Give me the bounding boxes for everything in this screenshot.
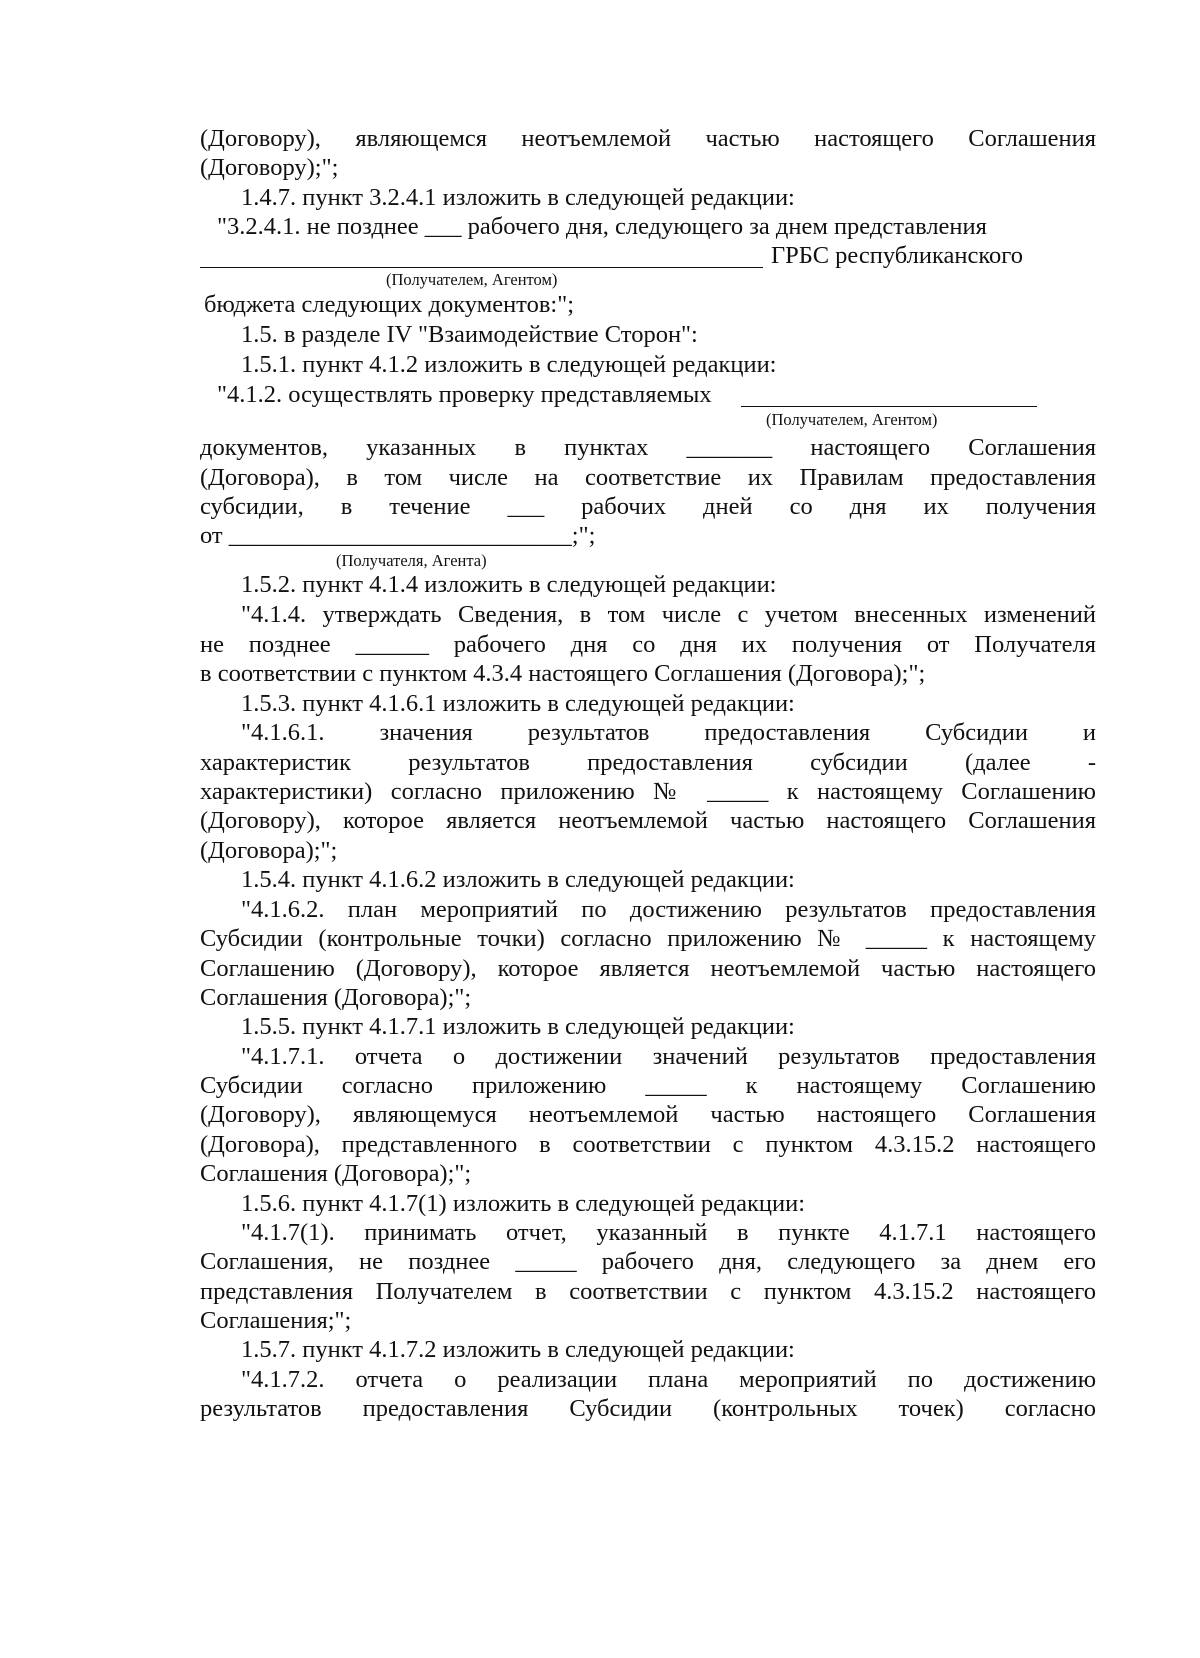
text-line: характеристики) согласно приложению № _____ к настоящему Соглашению: [200, 778, 1096, 805]
text-line: 1.4.7. пункт 3.2.4.1 изложить в следующей редакции:: [241, 184, 795, 211]
text-line: Соглашению (Договору), которое является неотъемлемой частью настоящего: [200, 955, 1096, 982]
text-line: Субсидии согласно приложению _____ к настоящему Соглашению: [200, 1072, 1096, 1099]
text-line: "4.1.7(1). принимать отчет, указанный в пункте 4.1.7.1 настоящего: [241, 1219, 1096, 1246]
text-line: 1.5.6. пункт 4.1.7(1) изложить в следующей редакции:: [241, 1190, 806, 1217]
text-line: Соглашения;";: [200, 1307, 352, 1334]
fill-in-line: [200, 267, 763, 268]
text-line: (Договора), представленного в соответствии с пунктом 4.3.15.2 настоящего: [200, 1131, 1096, 1158]
text-line: 1.5.2. пункт 4.1.4 изложить в следующей редакции:: [241, 571, 777, 598]
text-line: субсидии, в течение ___ рабочих дней со дня их получения: [200, 493, 1096, 520]
fill-in-line: [741, 406, 1037, 407]
text-line: 1.5.3. пункт 4.1.6.1 изложить в следующей редакции:: [241, 690, 795, 717]
text-line: 1.5. в разделе IV "Взаимодействие Сторон":: [241, 321, 698, 348]
text-line: (Договору), которое является неотъемлемой частью настоящего Соглашения: [200, 807, 1096, 834]
text-line: (Договора);";: [200, 837, 338, 864]
text-line: "4.1.7.1. отчета о достижении значений результатов предоставления: [241, 1043, 1096, 1070]
text-line: (Договору), являющемся неотъемлемой частью настоящего Соглашения: [200, 125, 1096, 152]
text-line: "4.1.4. утверждать Сведения, в том числе с учетом внесенных изменений: [241, 601, 1096, 628]
text-line: документов, указанных в пунктах _______ настоящего Соглашения: [200, 434, 1096, 461]
text-line: ГРБС республиканского: [771, 242, 1023, 269]
text-line: в соответствии с пунктом 4.3.4 настоящего Соглашения (Договора);";: [200, 660, 926, 687]
text-line: не позднее ______ рабочего дня со дня их получения от Получателя: [200, 631, 1096, 658]
text-line: от ____________________________;";: [200, 522, 596, 549]
field-caption: (Получателя, Агента): [336, 551, 487, 570]
text-line: результатов предоставления Субсидии (контрольных точек) согласно: [200, 1395, 1096, 1422]
text-line: 1.5.1. пункт 4.1.2 изложить в следующей редакции:: [241, 351, 777, 378]
text-line: "4.1.6.1. значения результатов предоставления Субсидии и: [241, 719, 1096, 746]
text-line: Субсидии (контрольные точки) согласно приложению № _____ к настоящему: [200, 925, 1096, 952]
field-caption: (Получателем, Агентом): [386, 270, 558, 289]
text-line: характеристик результатов предоставления субсидии (далее -: [200, 749, 1096, 776]
text-line: представления Получателем в соответствии с пунктом 4.3.15.2 настоящего: [200, 1278, 1096, 1305]
text-line: Соглашения (Договора);";: [200, 984, 472, 1011]
text-line: Соглашения (Договора);";: [200, 1160, 472, 1187]
text-line: 1.5.5. пункт 4.1.7.1 изложить в следующей редакции:: [241, 1013, 795, 1040]
text-line: бюджета следующих документов:";: [204, 291, 575, 318]
text-line: (Договору), являющемуся неотъемлемой частью настоящего Соглашения: [200, 1101, 1096, 1128]
text-line: Соглашения, не позднее _____ рабочего дня, следующего за днем его: [200, 1248, 1096, 1275]
text-line: "4.1.2. осуществлять проверку представляемых: [217, 381, 712, 408]
field-caption: (Получателем, Агентом): [766, 410, 938, 429]
text-line: "4.1.7.2. отчета о реализации плана мероприятий по достижению: [241, 1366, 1096, 1393]
text-line: 1.5.4. пункт 4.1.6.2 изложить в следующей редакции:: [241, 866, 795, 893]
text-line: 1.5.7. пункт 4.1.7.2 изложить в следующей редакции:: [241, 1336, 795, 1363]
text-line: (Договора), в том числе на соответствие их Правилам предоставления: [200, 464, 1096, 491]
text-line: "3.2.4.1. не позднее ___ рабочего дня, следующего за днем представления: [217, 213, 987, 240]
text-line: "4.1.6.2. план мероприятий по достижению результатов предоставления: [241, 896, 1096, 923]
text-line: (Договору);";: [200, 154, 339, 181]
